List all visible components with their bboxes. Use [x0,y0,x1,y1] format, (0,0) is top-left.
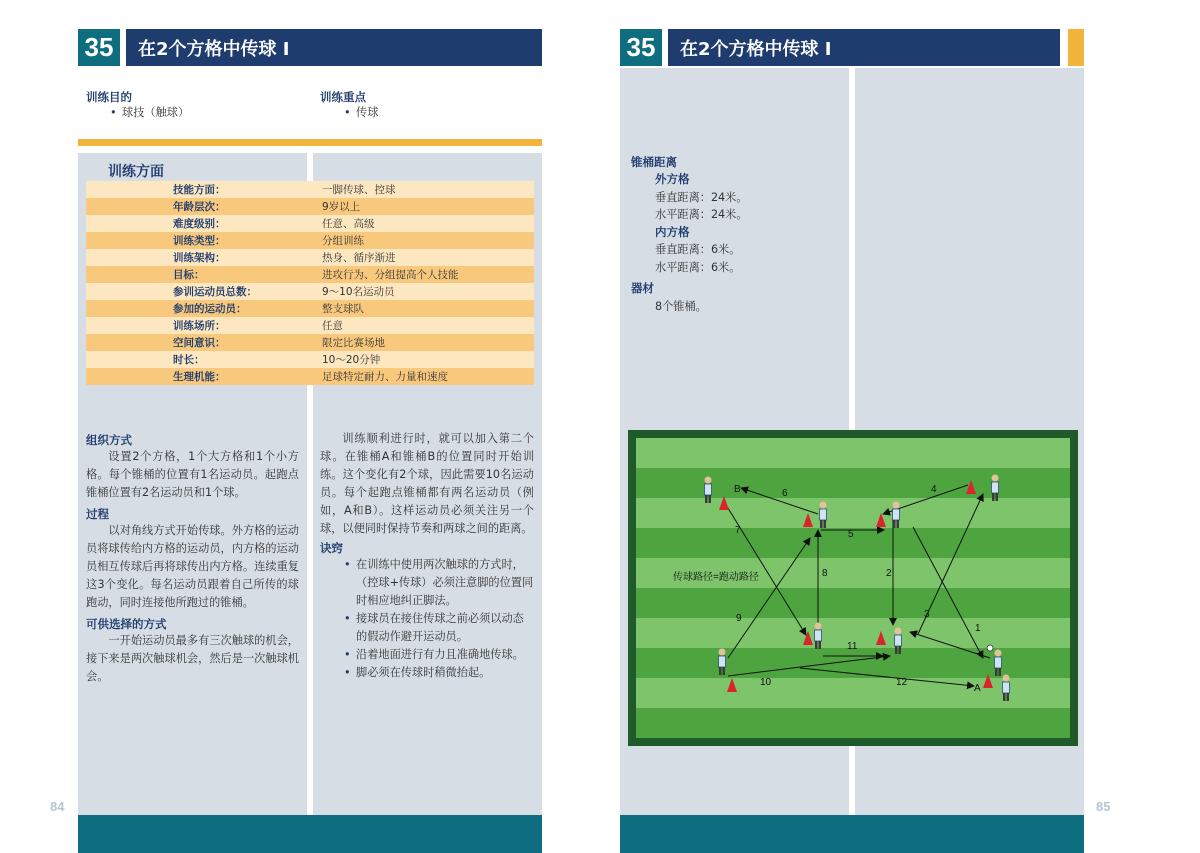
objective-label: 训练目的 [86,90,132,104]
spec-value: 任意 [322,317,534,334]
gold-tab [1068,29,1084,66]
second-ball-text: 训练顺利进行时，就可以加入第二个球。在锥桶A和锥桶B的位置同时开始训练。这个变化有2个球，因此需要10名运动员。每个起跑点锥桶都有两名运动员（例如，A和B）。这样运动员必须关注另一个球，以便同时保持节奏和两球之间的距离。 [320,432,534,535]
second-text-column [320,430,534,682]
alternatives-text: 一开始运动员最多有三次触球的机会，接下来是两次触球机会，然后是一次触球机会。 [86,634,299,683]
outer-vertical-distance: 垂直距离：24米。 [655,190,748,204]
table-row [86,181,534,198]
spec-key: 参加的运动员： [86,300,322,317]
spec-value: 任意、高级 [322,215,534,232]
gold-divider [78,139,542,146]
label-3: 3 [924,609,930,620]
bottom-band-left [78,815,542,853]
spec-value: 一脚传球、控球 [322,181,534,198]
spec-key: 训练类型： [86,232,322,249]
tip-item-continued: （控球+传球）必须注意脚的位置同 [356,576,534,589]
page-number-left: 84 [50,799,65,814]
label-11: 11 [847,641,858,652]
table-row [86,317,534,334]
training-spec-table [86,181,534,385]
exercise-title: 在2个方格中传球 Ⅰ [126,29,542,66]
spec-value: 9岁以上 [322,198,534,215]
label-7: 7 [735,525,741,536]
tip-item: • 沿着地面进行有力且准确地传球。 [342,646,534,664]
organization-text: 设置2个方格，1个大方格和1个小方格。每个锥桶的位置有1名运动员。起跑点锥桶位置有2名运动员和1个球。 [86,450,299,499]
focus-list [342,104,378,122]
spec-key: 难度级别： [86,215,322,232]
spec-key: 时长： [86,351,322,368]
inner-vertical-distance: 垂直距离：6米。 [655,243,741,256]
objective-item: • 球技（触球） [108,104,189,122]
ball [987,645,993,651]
cone-distance-heading: 锥桶距离 [631,155,677,169]
drill-diagram [628,430,1078,746]
exercise-number-badge: 35 [78,29,120,66]
label-b: B [734,484,741,495]
inner-horizontal-distance: 水平距离：6米。 [655,260,741,274]
tip-item: • 接球员在接住传球之前必须以动态 [342,610,534,628]
label-12: 12 [896,677,908,688]
equipment-notes [631,153,841,316]
spec-key: 技能方面： [86,181,322,198]
exercise-number-badge: 35 [620,29,662,66]
label-4: 4 [931,484,937,495]
tips-heading: 诀窍 [320,541,343,555]
organization-heading: 组织方式 [86,433,132,447]
process-heading: 过程 [86,507,109,521]
spec-value: 整支球队 [322,300,534,317]
spec-key: 参训运动员总数： [86,283,322,300]
table-row [86,283,534,300]
spec-value: 分组训练 [322,232,534,249]
label-a: A [974,683,981,694]
label-8: 8 [822,568,828,579]
spec-value: 热身、循序渐进 [322,249,534,266]
process-text: 以对角线方式开始传球。外方格的运动员将球传给内方格的运动员，内方格的运动员相互传球后再将球传出内方格。连续重复这3个变化。每名运动员跟着自己所传的球跑动，同时连接他所跑过的锥桶。 [86,524,299,609]
outer-horizontal-distance: 水平距离：24米。 [655,208,748,221]
left-text-column [86,432,299,686]
table-row [86,300,534,317]
equipment-heading: 器材 [631,281,654,295]
spec-key: 空间意识： [86,334,322,351]
label-5: 5 [848,529,854,540]
table-row [86,368,534,385]
label-10: 10 [760,677,772,688]
inner-square-label: 内方格 [655,224,690,239]
table-row [86,266,534,283]
bottom-band-right [620,815,1084,853]
focus-item: • 传球 [342,104,378,122]
table-row [86,215,534,232]
exercise-title: 在2个方格中传球 Ⅰ [668,29,1060,66]
page-number-right: 85 [1096,799,1111,814]
label-1: 1 [975,623,981,634]
table-row [86,334,534,351]
tip-item-continued: 的假动作避开运动员。 [356,630,468,643]
table-row [86,351,534,368]
spec-key: 目标： [86,266,322,283]
tip-item-continued: 时相应地纠正脚法。 [356,594,457,607]
training-aspects-title: 训练方面 [108,164,164,180]
tips-list [320,556,534,682]
tip-item: • 在训练中使用两次触球的方式时， [342,556,534,574]
spec-key: 训练场所： [86,317,322,334]
spec-value: 10～20分钟 [322,351,534,368]
focus-label: 训练重点 [320,90,366,104]
label-2: 2 [886,568,892,579]
spec-key: 生理机能： [86,368,322,385]
spec-key: 年龄层次： [86,198,322,215]
spec-value: 9～10名运动员 [322,283,534,300]
alternatives-heading: 可供选择的方式 [86,617,167,631]
outer-square-label: 外方格 [655,172,690,186]
spec-key: 训练架构： [86,249,322,266]
spec-value: 进攻行为、分组提高个人技能 [322,266,534,283]
label-9: 9 [736,613,742,624]
table-row [86,249,534,266]
equipment-text: 8个锥桶。 [655,300,707,313]
spec-value: 足球特定耐力、力量和速度 [322,368,534,385]
objective-list [108,104,189,122]
spec-value: 限定比赛场地 [322,334,534,351]
table-row [86,232,534,249]
label-6: 6 [782,488,788,499]
diagram-legend: 传球路径=跑动路径 [673,572,759,583]
tip-item: • 脚必须在传球时稍微抬起。 [342,664,534,682]
table-row [86,198,534,215]
